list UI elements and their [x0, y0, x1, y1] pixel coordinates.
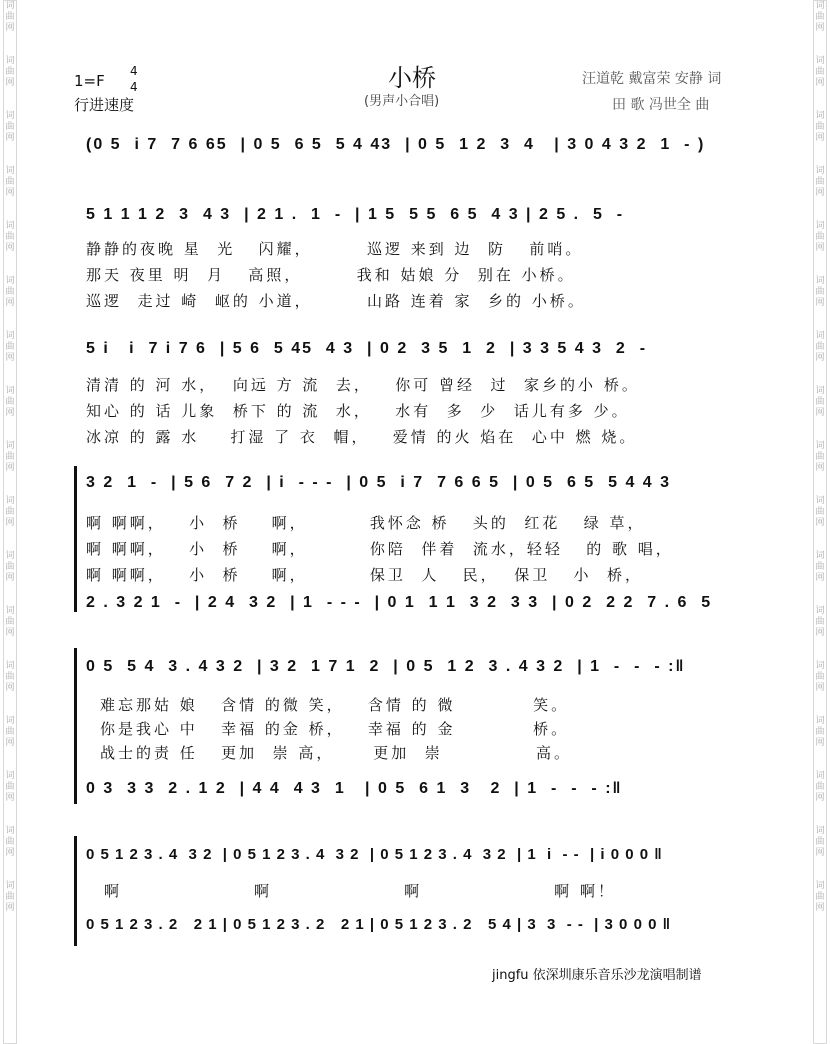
system-4-bracket	[74, 466, 77, 612]
system-2-lyrics-verse-1: 静静的夜晚 星 光 闪耀， 巡逻 来到 边 防 前哨。	[86, 240, 584, 258]
system-2-notes: 5 1 1 1 2 3 4 3 | 2 1 . 1 - | 1 5 5 5 6 5 4 3 | 2 5 . 5 -	[86, 206, 625, 223]
system-4-lyrics-verse-2: 啊 啊啊， 小 桥 啊， 你陪 伴着 流水，轻轻 的 歌 唱，	[86, 540, 674, 558]
system-6-upper-notes: 0 5 1 2 3 . 4 3 2 | 0 5 1 2 3 . 4 3 2 | 0 5 1 2 3 . 4 3 2 | 1 i - - | i 0 0 0 ‖	[86, 846, 663, 863]
watermark-strip-right: 词 曲 网 词 曲 网 词 曲 网 词 曲 网 词 曲 网 词 曲 网 词 曲 网 词 曲 网 词 曲 网 词 曲 网 词 曲 网 词 曲 网 词 曲 网 词 曲 网 词 曲 网 词 曲 网 词 曲 网	[813, 0, 827, 1044]
time-signature-denominator: 4	[130, 80, 138, 94]
tempo-marking: 行进速度	[74, 96, 135, 114]
system-6-bracket	[74, 836, 77, 946]
system-5-lyrics-verse-2: 你是我心 中 幸福 的金 桥， 幸福 的 金 桥。	[100, 720, 570, 738]
song-subtitle: (男声小合唱)	[364, 94, 440, 109]
song-title: 小桥	[388, 64, 436, 92]
system-3-lyrics-verse-3: 冰凉 的 露 水 打湿 了 衣 帽， 爱情 的火 焰在 心中 燃 烧。	[86, 428, 638, 446]
system-5-lyrics-verse-3: 战士的责 任 更加 崇 高， 更加 崇 高。	[100, 744, 572, 762]
system-5-upper-notes: 0 5 5 4 3 . 4 3 2 | 3 2 1 7 1 2 | 0 5 1 2 3 . 4 3 2 | 1 - - - :‖	[86, 658, 686, 675]
system-4-lower-notes: 2 . 3 2 1 - | 2 4 3 2 | 1 - - - | 0 1 1 1 3 2 3 3 | 0 2 2 2 7 . 6 5	[86, 594, 713, 611]
system-5-lower-notes: 0 3 3 3 2 . 1 2 | 4 4 4 3 1 | 0 5 6 1 3 2 | 1 - - - :‖	[86, 780, 623, 797]
key-signature: 1=F	[74, 72, 105, 90]
system-5-lyrics-verse-1: 难忘那姑 娘 含情 的微 笑， 含情 的 微 笑。	[100, 696, 570, 714]
system-5-bracket	[74, 648, 77, 804]
system-2-lyrics-verse-3: 巡逻 走过 崎 岖的 小道， 山路 连着 家 乡的 小桥。	[86, 292, 586, 310]
system-6-lower-notes: 0 5 1 2 3 . 2 2 1 | 0 5 1 2 3 . 2 2 1 | 0 5 1 2 3 . 2 5 4 | 3 3 - - | 3 0 0 0 ‖	[86, 916, 672, 933]
system-4-lyrics-verse-1: 啊 啊啊， 小 桥 啊， 我怀念 桥 头的 红花 绿 草，	[86, 514, 646, 532]
composer-credit: 田 歌 冯世全 曲	[612, 97, 710, 113]
lyricist-credit: 汪道乾 戴富荣 安静 词	[582, 71, 722, 87]
system-1-notes: (0 5 i 7 7 6 65 | 0 5 6 5 5 4 43 | 0 5 1 2 3 4 | 3 0 4 3 2 1 - )	[86, 136, 706, 153]
footer-credit: jingfu 依深圳康乐音乐沙龙演唱制谱	[492, 968, 702, 983]
system-6-lyrics: 啊 啊 啊 啊 啊！	[104, 882, 616, 900]
system-2-lyrics-verse-2: 那天 夜里 明 月 高照， 我和 姑娘 分 别在 小桥。	[86, 266, 576, 284]
watermark-strip-left: 词 曲 网 词 曲 网 词 曲 网 词 曲 网 词 曲 网 词 曲 网 词 曲 网 词 曲 网 词 曲 网 词 曲 网 词 曲 网 词 曲 网 词 曲 网 词 曲 网 词 曲 网 词 曲 网 词 曲 网	[3, 0, 17, 1044]
system-3-lyrics-verse-1: 清清 的 河 水， 向远 方 流 去， 你可 曾经 过 家乡的小 桥。	[86, 376, 640, 394]
system-3-lyrics-verse-2: 知心 的 话 儿象 桥下 的 流 水， 水有 多 少 话儿有多 少。	[86, 402, 630, 420]
system-4-lyrics-verse-3: 啊 啊啊， 小 桥 啊， 保卫 人 民， 保卫 小 桥，	[86, 566, 644, 584]
system-3-notes: 5 i i 7 i 7 6 | 5 6 5 45 4 3 | 0 2 3 5 1 2 | 3 3 5 4 3 2 -	[86, 340, 648, 357]
time-signature-numerator: 4	[130, 64, 138, 78]
system-4-upper-notes: 3 2 1 - | 5 6 7 2 | i - - - | 0 5 i 7 7 6 6 5 | 0 5 6 5 5 4 4 3	[86, 474, 672, 491]
